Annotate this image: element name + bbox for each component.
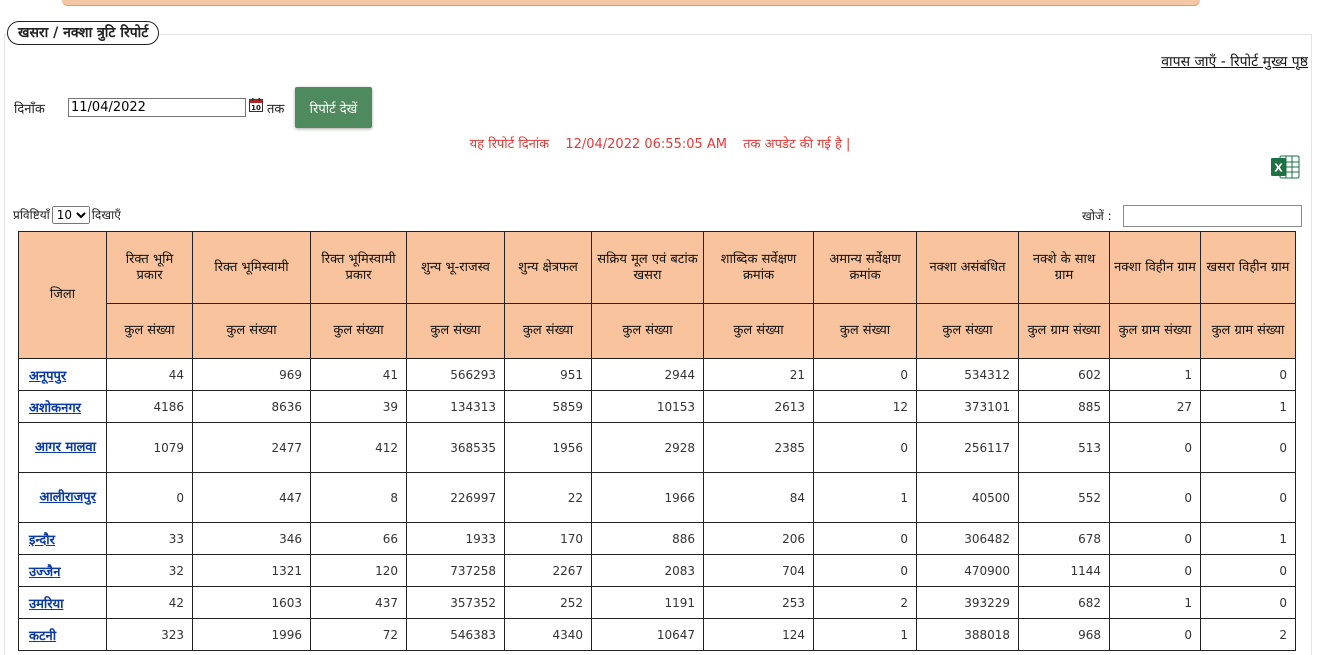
value-cell: 2: [1201, 619, 1296, 651]
value-cell: 0: [1110, 423, 1201, 473]
column-header[interactable]: रिक्त भूमिस्वामी: [193, 232, 311, 304]
value-cell: 170: [505, 523, 592, 555]
value-cell: 2267: [505, 555, 592, 587]
district-cell: [19, 555, 107, 587]
table-row: [19, 359, 1296, 391]
column-header[interactable]: नक्शे के साथ ग्राम: [1019, 232, 1110, 304]
entries-select[interactable]: [52, 206, 90, 224]
column-header[interactable]: नक्शा विहीन ग्राम: [1110, 232, 1201, 304]
back-to-report-home-link[interactable]: वापस जाएँ - रिपोर्ट मुख्य पृष्ठ: [1161, 54, 1308, 70]
district-link[interactable]: अनूपपुर: [29, 368, 67, 384]
value-cell: 2477: [193, 423, 311, 473]
value-cell: 226997: [407, 473, 505, 523]
value-cell: 12: [814, 391, 917, 423]
column-subheader: कुल संख्या: [311, 304, 407, 359]
table-row: [19, 423, 1296, 473]
value-cell: 1: [1110, 587, 1201, 619]
district-header[interactable]: जिला: [19, 232, 107, 359]
value-cell: 66: [311, 523, 407, 555]
column-header[interactable]: रिक्त भूमि प्रकार: [107, 232, 193, 304]
calendar-icon[interactable]: [249, 98, 263, 112]
column-subheader: कुल ग्राम संख्या: [1201, 304, 1296, 359]
entries-per-page: [13, 206, 121, 224]
value-cell: 346: [193, 523, 311, 555]
value-cell: 27: [1110, 391, 1201, 423]
value-cell: 886: [592, 523, 704, 555]
column-subheader: कुल संख्या: [592, 304, 704, 359]
value-cell: 2928: [592, 423, 704, 473]
column-header[interactable]: शुन्य क्षेत्रफल: [505, 232, 592, 304]
value-cell: 0: [1110, 555, 1201, 587]
value-cell: 4186: [107, 391, 193, 423]
value-cell: 0: [107, 473, 193, 523]
value-cell: 470900: [917, 555, 1019, 587]
district-link[interactable]: आलीराजपुर: [39, 490, 96, 505]
update-message: [0, 134, 1320, 152]
value-cell: 704: [704, 555, 814, 587]
value-cell: 412: [311, 423, 407, 473]
value-cell: 10647: [592, 619, 704, 651]
district-cell: [19, 391, 107, 423]
value-cell: 1144: [1019, 555, 1110, 587]
value-cell: 1996: [193, 619, 311, 651]
value-cell: 8: [311, 473, 407, 523]
value-cell: 33: [107, 523, 193, 555]
value-cell: 357352: [407, 587, 505, 619]
value-cell: 120: [311, 555, 407, 587]
table-row: [19, 523, 1296, 555]
value-cell: 0: [1201, 587, 1296, 619]
column-subheader: कुल संख्या: [407, 304, 505, 359]
value-cell: 41: [311, 359, 407, 391]
value-cell: 678: [1019, 523, 1110, 555]
district-link[interactable]: उज्जैन: [29, 564, 61, 580]
table-row: [19, 587, 1296, 619]
value-cell: 1: [1201, 391, 1296, 423]
until-label: तक: [267, 102, 285, 117]
column-subheader: कुल संख्या: [107, 304, 193, 359]
svg-text:10: 10: [251, 104, 261, 112]
value-cell: 84: [704, 473, 814, 523]
page-title: खसरा / नक्शा त्रुटि रिपोर्ट: [7, 21, 159, 45]
value-cell: 1191: [592, 587, 704, 619]
value-cell: 1956: [505, 423, 592, 473]
value-cell: 393229: [917, 587, 1019, 619]
column-subheader: कुल संख्या: [917, 304, 1019, 359]
column-header[interactable]: अमान्य सर्वेक्षण क्रमांक: [814, 232, 917, 304]
column-subheader: कुल संख्या: [505, 304, 592, 359]
column-subheader: कुल ग्राम संख्या: [1019, 304, 1110, 359]
value-cell: 0: [1201, 359, 1296, 391]
district-link[interactable]: अशोकनगर: [29, 400, 81, 416]
value-cell: 0: [1110, 619, 1201, 651]
value-cell: 1: [814, 619, 917, 651]
value-cell: 0: [1201, 473, 1296, 523]
value-cell: 1933: [407, 523, 505, 555]
value-cell: 124: [704, 619, 814, 651]
table-row: [19, 473, 1296, 523]
view-report-button[interactable]: रिपोर्ट देखें: [295, 87, 372, 128]
value-cell: 373101: [917, 391, 1019, 423]
value-cell: 0: [1110, 523, 1201, 555]
update-prefix: यह रिपोर्ट दिनांक: [469, 137, 550, 152]
value-cell: 4340: [505, 619, 592, 651]
district-link[interactable]: आगर मालवा: [35, 440, 96, 455]
excel-export-icon[interactable]: [1270, 153, 1300, 181]
value-cell: 2613: [704, 391, 814, 423]
date-label: दिनाँक: [14, 102, 45, 117]
value-cell: 306482: [917, 523, 1019, 555]
value-cell: 2944: [592, 359, 704, 391]
district-cell: [19, 473, 107, 523]
value-cell: 2: [814, 587, 917, 619]
value-cell: 0: [814, 523, 917, 555]
value-cell: 5859: [505, 391, 592, 423]
value-cell: 1321: [193, 555, 311, 587]
update-timestamp: 12/04/2022 06:55:05 AM: [565, 137, 727, 152]
value-cell: 388018: [917, 619, 1019, 651]
value-cell: 22: [505, 473, 592, 523]
value-cell: 0: [814, 359, 917, 391]
value-cell: 737258: [407, 555, 505, 587]
value-cell: 134313: [407, 391, 505, 423]
value-cell: 682: [1019, 587, 1110, 619]
column-subheader: कुल संख्या: [704, 304, 814, 359]
column-subheader: कुल ग्राम संख्या: [1110, 304, 1201, 359]
value-cell: 72: [311, 619, 407, 651]
district-cell: [19, 587, 107, 619]
value-cell: 8636: [193, 391, 311, 423]
search-input[interactable]: [1123, 205, 1302, 227]
value-cell: 253: [704, 587, 814, 619]
value-cell: 323: [107, 619, 193, 651]
column-header[interactable]: नक्शा असंबंधित: [917, 232, 1019, 304]
date-input[interactable]: [68, 98, 246, 117]
value-cell: 885: [1019, 391, 1110, 423]
value-cell: 0: [1110, 473, 1201, 523]
entries-suffix: दिखाएँ: [91, 208, 121, 222]
district-link[interactable]: कटनी: [29, 628, 57, 644]
value-cell: 968: [1019, 619, 1110, 651]
value-cell: 21: [704, 359, 814, 391]
value-cell: 602: [1019, 359, 1110, 391]
column-header[interactable]: शाब्दिक सर्वेक्षण क्रमांक: [704, 232, 814, 304]
entries-label: प्रविष्टियाँ: [13, 208, 50, 222]
search-label: खोजें :: [1082, 209, 1112, 223]
value-cell: 534312: [917, 359, 1019, 391]
svg-text:X: X: [1274, 161, 1283, 175]
value-cell: 1: [1110, 359, 1201, 391]
district-cell: [19, 423, 107, 473]
value-cell: 39: [311, 391, 407, 423]
value-cell: 1603: [193, 587, 311, 619]
value-cell: 42: [107, 587, 193, 619]
value-cell: 552: [1019, 473, 1110, 523]
table-row: [19, 391, 1296, 423]
column-header[interactable]: सक्रिय मूल एवं बटांक खसरा: [592, 232, 704, 304]
column-header[interactable]: खसरा विहीन ग्राम: [1201, 232, 1296, 304]
value-cell: 951: [505, 359, 592, 391]
value-cell: 447: [193, 473, 311, 523]
value-cell: 2083: [592, 555, 704, 587]
column-subheader: कुल संख्या: [193, 304, 311, 359]
column-header[interactable]: शुन्य भू-राजस्व: [407, 232, 505, 304]
value-cell: 252: [505, 587, 592, 619]
value-cell: 206: [704, 523, 814, 555]
value-cell: 566293: [407, 359, 505, 391]
update-suffix: तक अपडेट की गई है |: [743, 137, 851, 152]
column-subheader: कुल संख्या: [814, 304, 917, 359]
value-cell: 44: [107, 359, 193, 391]
value-cell: 2385: [704, 423, 814, 473]
value-cell: 10153: [592, 391, 704, 423]
value-cell: 256117: [917, 423, 1019, 473]
table-row: [19, 619, 1296, 651]
value-cell: 1079: [107, 423, 193, 473]
top-nav-strip: [0, 0, 1320, 6]
value-cell: 437: [311, 587, 407, 619]
district-link[interactable]: उमरिया: [29, 596, 64, 612]
value-cell: 969: [193, 359, 311, 391]
district-cell: [19, 619, 107, 651]
value-cell: 0: [1201, 423, 1296, 473]
district-cell: [19, 523, 107, 555]
value-cell: 546383: [407, 619, 505, 651]
value-cell: 0: [814, 423, 917, 473]
value-cell: 40500: [917, 473, 1019, 523]
value-cell: 32: [107, 555, 193, 587]
value-cell: 1: [814, 473, 917, 523]
value-cell: 1966: [592, 473, 704, 523]
table-row: [19, 555, 1296, 587]
report-table: [18, 231, 1296, 651]
value-cell: 368535: [407, 423, 505, 473]
value-cell: 0: [1201, 555, 1296, 587]
district-cell: [19, 359, 107, 391]
district-link[interactable]: इन्दौर: [29, 532, 55, 548]
column-header[interactable]: रिक्त भूमिस्वामी प्रकार: [311, 232, 407, 304]
value-cell: 513: [1019, 423, 1110, 473]
value-cell: 0: [814, 555, 917, 587]
value-cell: 1: [1201, 523, 1296, 555]
